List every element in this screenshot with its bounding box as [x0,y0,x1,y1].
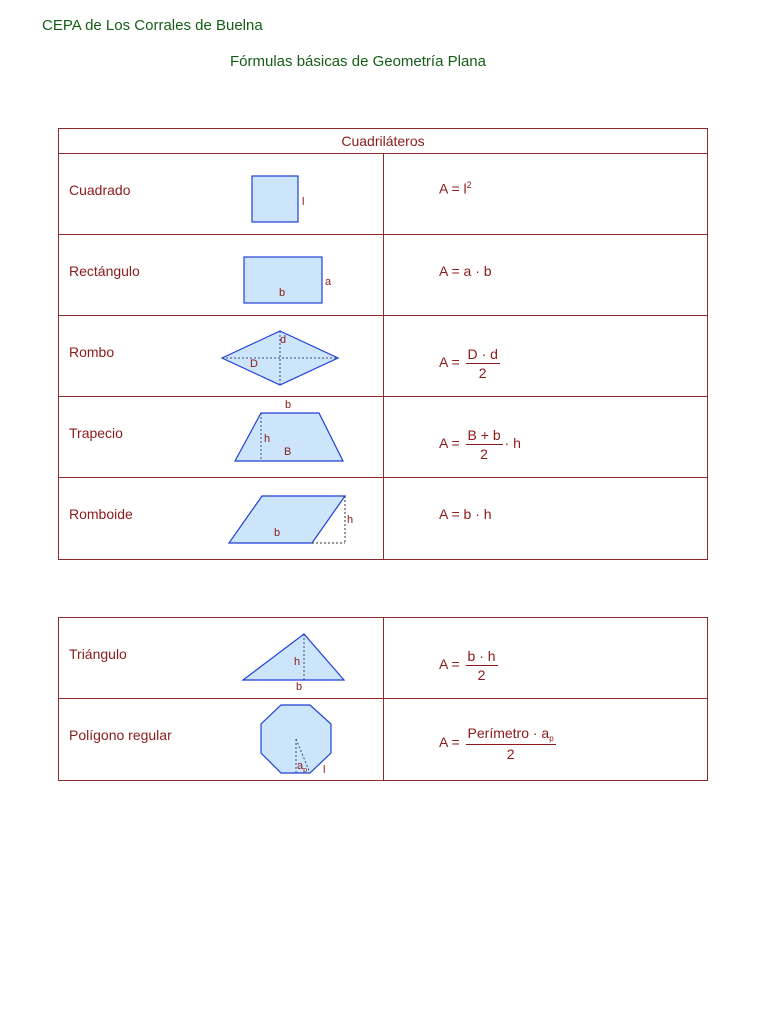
square-shape [252,176,298,222]
table-heading: Cuadriláteros [59,129,707,154]
table-row-trapezoid [59,397,707,478]
area-formula: $A = l^2$ [439,180,472,197]
column-divider [383,397,384,477]
top-base-label: b [285,399,292,411]
area-formula: A = $\frac{Perímetro \cdot a_p}{2}$ [439,725,554,762]
document-title: Fórmulas básicas de Geometría Plana [230,53,486,70]
shape-name: Trapecio [69,425,123,441]
table-row-rectangle [59,235,707,316]
column-divider [383,235,384,315]
base-label: b [279,287,286,299]
apothem-label: $a_p$ [297,760,308,774]
parallelogram-figure [59,478,383,559]
side-label: l [323,764,326,776]
column-divider [383,478,384,559]
fraction: $\frac{B + b}{2}$ [467,427,501,462]
triangle-figure [59,618,383,699]
parallelogram-shape [229,496,345,543]
major-diagonal-label: D [250,358,258,370]
table-row-regular-polygon [59,699,707,780]
column-divider [383,699,384,780]
column-divider [383,154,384,234]
bottom-base-label: B [284,446,292,458]
shape-name: Polígono regular [69,727,172,743]
shape-name: Romboide [69,506,133,522]
column-divider [383,316,384,396]
rectangle-figure [59,235,383,316]
fraction: $\frac{b \cdot h}{2}$ [467,648,496,683]
height-label: h [347,514,354,526]
minor-diagonal-label: d [280,334,287,346]
octagon-figure [59,699,383,780]
table-row-triangle [59,618,707,699]
fraction: $\frac{Perímetro \cdot a_p}{2}$ [467,725,554,762]
height-label: h [294,656,301,668]
area-formula: A = $\frac{D \cdot d}{2}$ [439,346,498,381]
shape-name: Rombo [69,344,115,360]
table-row-rhombus [59,316,707,397]
rhombus-figure [59,316,383,397]
side-label: l [302,196,305,208]
area-formula: A = $\frac{B + b}{2}$ · h [439,427,521,462]
shape-name: Rectángulo [69,263,140,279]
school-name: CEPA de Los Corrales de Buelna [42,17,263,34]
fraction: $\frac{D \cdot d}{2}$ [467,346,498,381]
table-row-parallelogram [59,478,707,559]
other-shapes-table [58,617,708,781]
trapezoid-figure [59,397,383,478]
area-formula: A = a · b [439,263,492,279]
quadrilaterals-table [58,128,708,560]
height-label: h [264,433,271,445]
area-formula: A = $\frac{b \cdot h}{2}$ [439,648,496,683]
height-label: a [325,276,332,288]
square-figure [59,154,383,235]
base-label: b [274,527,281,539]
shape-name: Cuadrado [69,182,131,198]
base-label: b [296,681,303,693]
shape-name: Triángulo [69,646,127,662]
column-divider [383,618,384,698]
area-formula: A = b · h [439,506,492,522]
table-row-square [59,154,707,235]
